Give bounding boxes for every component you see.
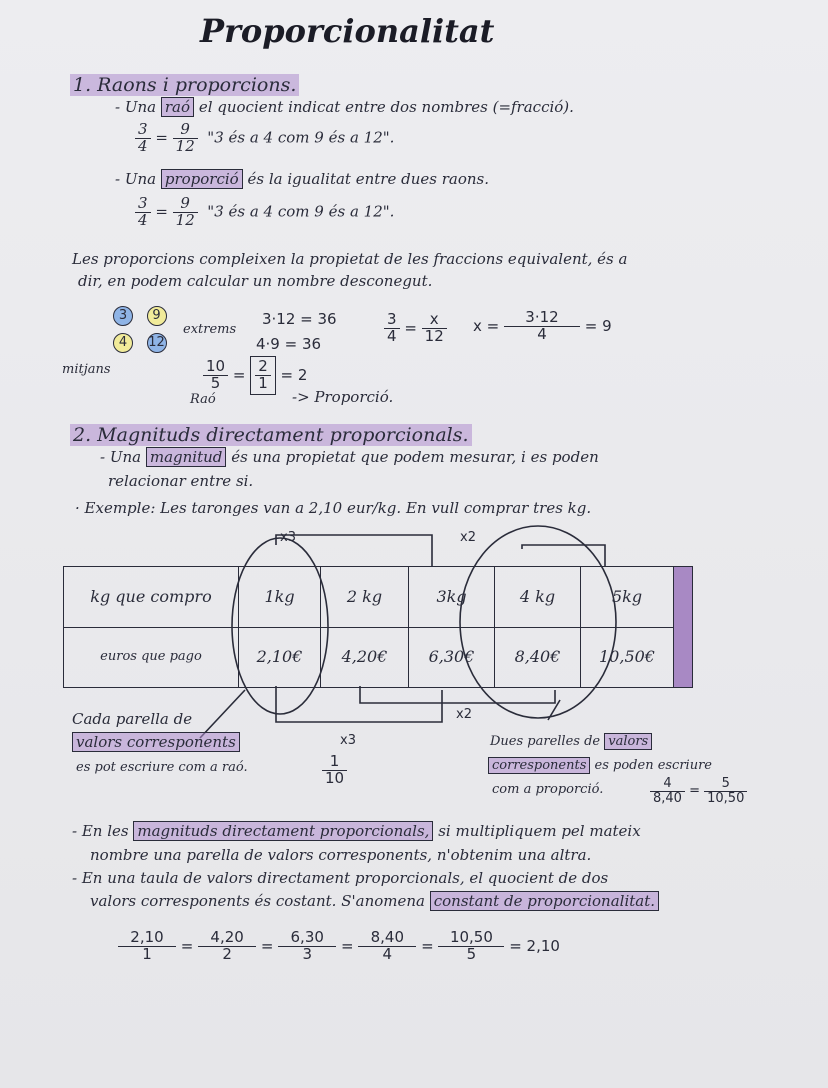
row-label-kg: kg que compro xyxy=(64,567,239,627)
property-paragraph-1: Les proporcions compleixen la propietat de les fraccions equivalent, és a xyxy=(72,250,628,268)
rao-label: Raó xyxy=(190,392,216,407)
proporcio-label: -> Proporció. xyxy=(292,388,394,406)
x2-top-label: x2 xyxy=(460,530,476,545)
calc-means: 4·9 = 36 xyxy=(256,335,322,353)
row-label-euros: euros que pago xyxy=(64,627,239,687)
table-cell: 5kg xyxy=(581,567,674,627)
example-1: $\frac{3}{4}$ = $\frac{9}{12}$ "3 és a 4 com 9 és a 12". xyxy=(135,122,394,155)
x2-bottom-label: x2 xyxy=(456,707,472,722)
notebook-page: Proporcionalitat 1. Raons i proporcions. - Una raó el quocient indicat entre dos nombres (=fracció). $\frac{3}{4}$ = $\frac{9}{12}$ "3 és a 4 com 9 és a 12". - Una proporció és la igualitat entre dues raons. $\frac{3}{4}$ = $\frac{9}{12}$ "3 és a 4 com 9 és a 12". Les proporcions compleixen la propietat de les fraccions equivalent, és a dir, en podem calcular un nombre desconegut. 3 9 4 12 extrems mitjans 3·12 = 36 4·9 = 36 $\frac{3}{4}$ = $\frac{x}{12}$ x = $\frac{3\cdot 12}{4}$ = 9 $\frac{10}{5}$ = $\frac{2}{1}$ = 2 Raó -> Proporció. 2. Magnituds directament proporcionals. - Una magnitud és una propietat que podem mesurar, i es poden relacionar entre si. · Exemple: Les taronges van a 2,10 eur/kg. En vull comprar tres kg. x3 x2 kg que compro 1kg 2 kg 3kg 4 kg 5kg euros que pago 2,10€ 4,20€ 6,30€ 8,40€ 10,50€ x2 x3 Cada parella de valors corresponents es pot escriure com a raó. $\frac{1}{10}$ Dues parelles de valors corresponents es poden escriure com a proporció. $\frac{4}{8,40}$ = $\frac{5}{10,50}$ - En les magnituds directament proporcionals, si multipliquem pel mateix nombre una parella de valors corresponents, n'obtenim una altra. - En una taula de valors directament proporcionals, el quocient de dos valors corresponents és costant. S'anomena constant de proporcionalitat. $\frac{2,10}{1}$ = $\frac{4,20}{2}$ = $\frac{6,30}{3}$ = $\frac{8,40}{4}$ = $\frac{10,50}{5}$ = 2,10 xyxy=(0,0,828,1088)
arrow-top-x3 xyxy=(276,535,432,566)
right-note-2: corresponents es poden escriure xyxy=(488,758,712,773)
right-note-3: com a proporció. xyxy=(492,782,604,797)
table-cell: 8,40€ xyxy=(495,627,581,687)
page-title: Proporcionalitat xyxy=(200,12,495,50)
rao-term: raó xyxy=(161,97,194,117)
magnitud-definition: - Una magnitud és una propietat que podem mesurar, i es poden xyxy=(100,448,599,466)
x3-bottom-label: x3 xyxy=(340,733,356,748)
table-cell: 2 kg xyxy=(321,567,409,627)
bullet-1-line-1: - En les magnituds directament proporcionals, si multipliquem pel mateix xyxy=(72,822,641,840)
solve-x: x = $\frac{3\cdot 12}{4}$ = 9 xyxy=(473,308,612,343)
section-2-heading: 2. Magnituds directament proporcionals. xyxy=(70,424,472,446)
section-1-heading: 1. Raons i proporcions. xyxy=(70,74,299,96)
table-cell: 6,30€ xyxy=(409,627,495,687)
unknown-proportion: $\frac{3}{4}$ = $\frac{x}{12}$ xyxy=(384,312,447,345)
extremes-means-diagram: 3 9 xyxy=(113,305,167,326)
magnitud-term: magnitud xyxy=(146,447,227,467)
left-note-1: Cada parella de xyxy=(72,710,193,728)
arrow-top-x2 xyxy=(522,545,605,566)
arrow-bottom-x2 xyxy=(360,686,555,703)
left-note-2: valors corresponents xyxy=(72,733,240,751)
ratio-10-5: $\frac{10}{5}$ = $\frac{2}{1}$ = 2 xyxy=(203,356,307,395)
bullet-2-line-2: valors corresponents és costant. S'anomena constant de proporcionalitat. xyxy=(90,892,659,910)
proporcio-definition: - Una proporció és la igualitat entre dues raons. xyxy=(115,170,489,188)
left-note-3: es pot escriure com a raó. xyxy=(76,760,248,775)
table-cell: 10,50€ xyxy=(581,627,674,687)
mitjans-label: mitjans xyxy=(62,362,111,377)
circle-right-annotation xyxy=(460,526,616,718)
bullet-1-line-2: nombre una parella de valors corresponents, n'obtenim una altra. xyxy=(90,846,592,864)
left-ratio: $\frac{1}{10}$ xyxy=(322,754,347,787)
extrems-label: extrems xyxy=(183,322,237,337)
bullet-2-line-1: - En una taula de valors directament proporcionals, el quocient de dos xyxy=(72,869,609,887)
table-cell: 4,20€ xyxy=(321,627,409,687)
table-cell: 1kg xyxy=(239,567,321,627)
circle-left-annotation xyxy=(232,538,328,714)
right-note-1: Dues parelles de valors xyxy=(490,734,652,749)
table-cell: 3kg xyxy=(409,567,495,627)
right-proportion: $\frac{4}{8,40}$ = $\frac{5}{10,50}$ xyxy=(650,777,747,805)
x3-top-label: x3 xyxy=(280,530,296,545)
arrow-bottom-x3 xyxy=(276,686,442,722)
rao-definition: - Una raó el quocient indicat entre dos nombres (=fracció). xyxy=(115,98,574,116)
example-text: · Exemple: Les taronges van a 2,10 eur/kg. En vull comprar tres kg. xyxy=(75,499,592,517)
property-paragraph-2: dir, en podem calcular un nombre desconegut. xyxy=(78,272,433,290)
magnitud-definition-2: relacionar entre si. xyxy=(108,472,254,490)
proporcio-term: proporció xyxy=(161,169,243,189)
pointer-left xyxy=(200,690,245,738)
constant-equation: $\frac{2,10}{1}$ = $\frac{4,20}{2}$ = $\frac{6,30}{3}$ = $\frac{8,40}{4}$ = $\frac{10,50}{5}$ = 2,10 xyxy=(118,930,560,963)
calc-extremes: 3·12 = 36 xyxy=(262,310,337,328)
table-cell: 4 kg xyxy=(495,567,581,627)
example-2: $\frac{3}{4}$ = $\frac{9}{12}$ "3 és a 4 com 9 és a 12". xyxy=(135,196,394,229)
table-cell: 2,10€ xyxy=(239,627,321,687)
